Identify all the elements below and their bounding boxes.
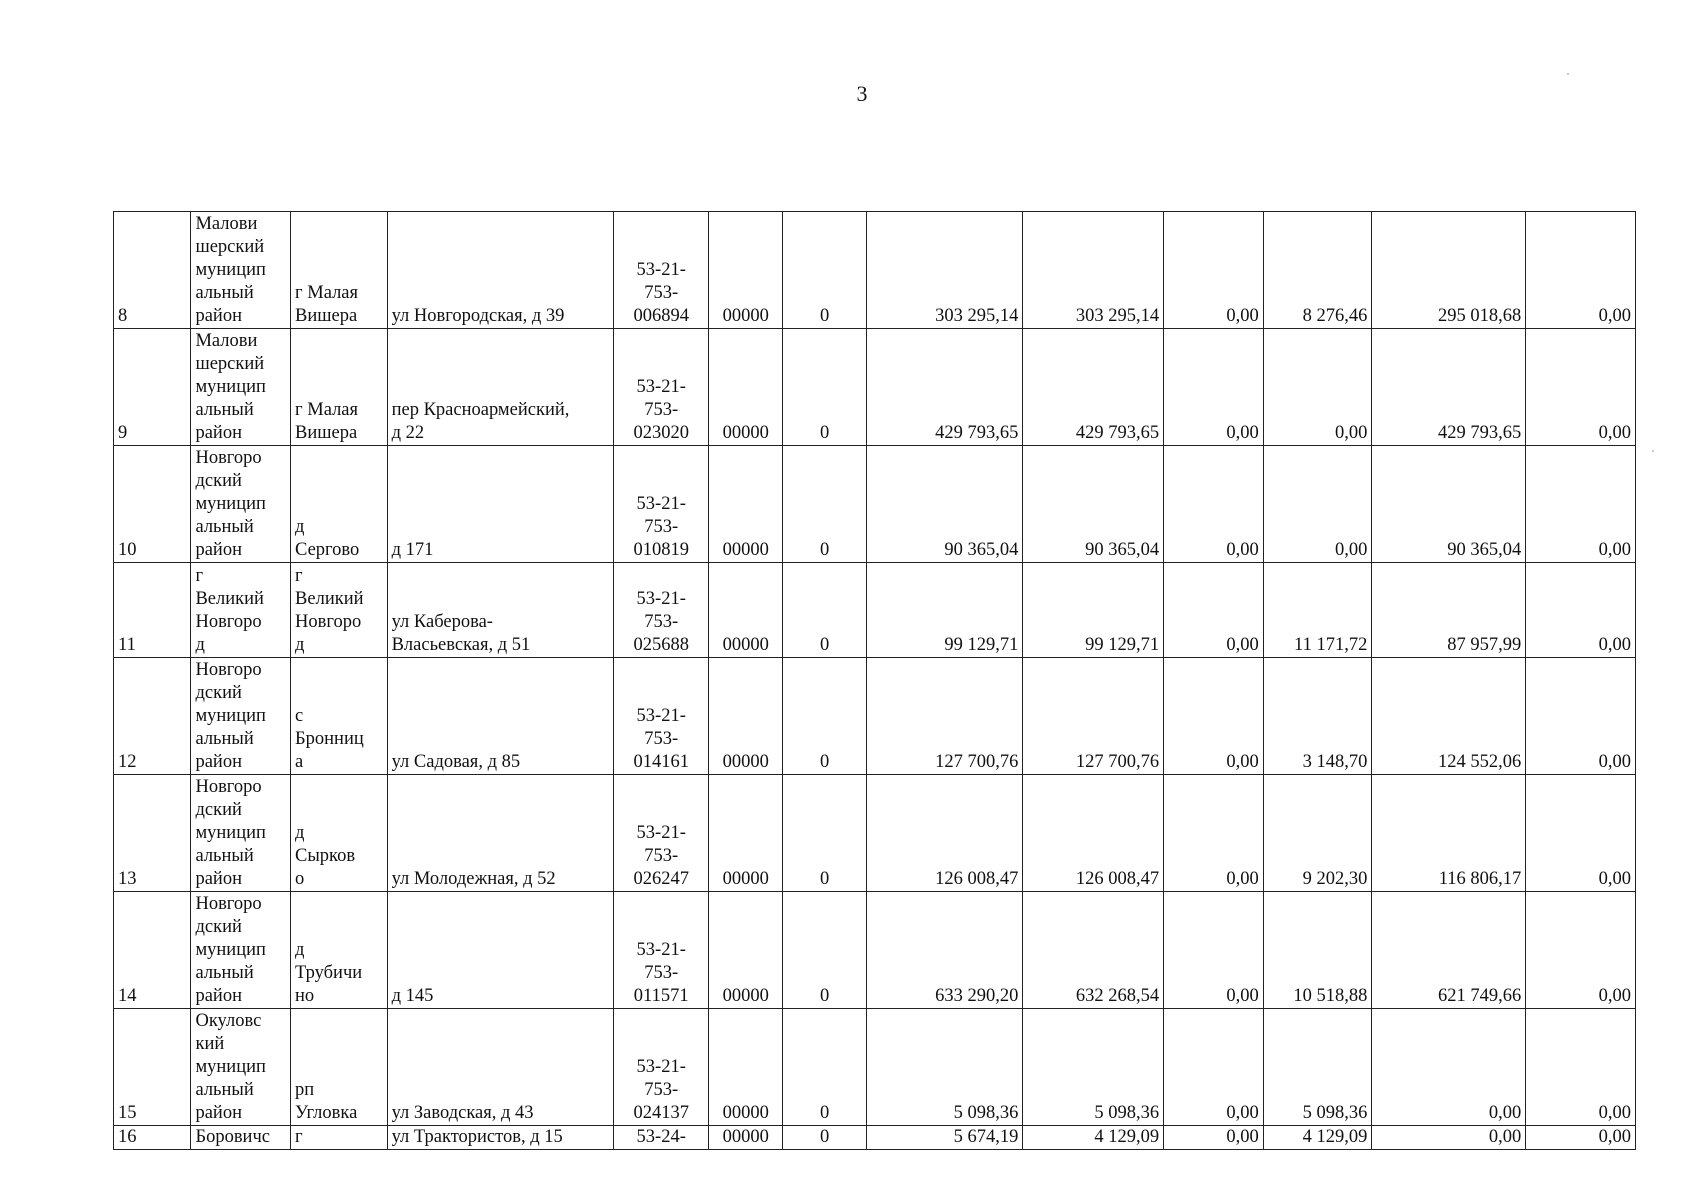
amount-4-cell: 9 202,30 <box>1263 775 1372 892</box>
amount-2-cell: 127 700,76 <box>1023 658 1164 775</box>
amount-3-cell: 0,00 <box>1164 563 1264 658</box>
district-cell: Малови шерский муницип альный район <box>191 212 291 329</box>
address-cell: ул Заводская, д 43 <box>387 1009 613 1126</box>
settlement-cell: рп Угловка <box>291 1009 388 1126</box>
code1-cell: 0 <box>782 563 866 658</box>
code5-cell: 00000 <box>709 329 782 446</box>
row-number: 16 <box>114 1126 191 1150</box>
amount-6-cell: 0,00 <box>1526 775 1636 892</box>
code-cell: 53-21- 753- 011571 <box>613 892 709 1009</box>
address-cell: д 171 <box>387 446 613 563</box>
code1-cell: 0 <box>782 658 866 775</box>
table-row <box>114 1126 1636 1150</box>
amount-2-cell: 303 295,14 <box>1023 212 1164 329</box>
district-cell: Окуловс кий муницип альный район <box>191 1009 291 1126</box>
amount-3-cell: 0,00 <box>1164 329 1264 446</box>
page-number: 3 <box>856 81 868 106</box>
code1-cell: 0 <box>782 775 866 892</box>
amount-4-cell: 8 276,46 <box>1263 212 1372 329</box>
amount-5-cell: 90 365,04 <box>1372 446 1526 563</box>
amount-3-cell: 0,00 <box>1164 1009 1264 1126</box>
code5-cell: 00000 <box>709 892 782 1009</box>
amount-4-cell: 3 148,70 <box>1263 658 1372 775</box>
amount-total-cell: 90 365,04 <box>867 446 1023 563</box>
code5-cell: 00000 <box>709 1009 782 1126</box>
district-cell: Боровичс <box>191 1126 291 1150</box>
amount-6-cell: 0,00 <box>1526 1009 1636 1126</box>
amount-3-cell: 0,00 <box>1164 1126 1264 1150</box>
settlement-cell: г Малая Вишера <box>291 212 388 329</box>
amount-6-cell: 0,00 <box>1526 446 1636 563</box>
row-number: 8 <box>114 212 191 329</box>
code1-cell: 0 <box>782 1126 866 1150</box>
row-number: 14 <box>114 892 191 1009</box>
amount-5-cell: 0,00 <box>1372 1009 1526 1126</box>
row-number: 11 <box>114 563 191 658</box>
table-row <box>114 212 1636 329</box>
amount-3-cell: 0,00 <box>1164 658 1264 775</box>
amount-6-cell: 0,00 <box>1526 212 1636 329</box>
code-cell: 53-21- 753- 010819 <box>613 446 709 563</box>
code-cell: 53-21- 753- 023020 <box>613 329 709 446</box>
amount-5-cell: 295 018,68 <box>1372 212 1526 329</box>
code5-cell: 00000 <box>709 446 782 563</box>
code5-cell: 00000 <box>709 1126 782 1150</box>
amount-total-cell: 127 700,76 <box>867 658 1023 775</box>
amount-2-cell: 4 129,09 <box>1023 1126 1164 1150</box>
amount-3-cell: 0,00 <box>1164 212 1264 329</box>
settlement-cell: д Трубичи но <box>291 892 388 1009</box>
amount-2-cell: 90 365,04 <box>1023 446 1164 563</box>
amount-total-cell: 633 290,20 <box>867 892 1023 1009</box>
amount-4-cell: 11 171,72 <box>1263 563 1372 658</box>
code1-cell: 0 <box>782 446 866 563</box>
amount-2-cell: 99 129,71 <box>1023 563 1164 658</box>
amount-2-cell: 126 008,47 <box>1023 775 1164 892</box>
table-row <box>114 775 1636 892</box>
address-cell: ул Новгородская, д 39 <box>387 212 613 329</box>
amount-5-cell: 124 552,06 <box>1372 658 1526 775</box>
address-cell: ул Трактористов, д 15 <box>387 1126 613 1150</box>
table-row <box>114 892 1636 1009</box>
row-number: 9 <box>114 329 191 446</box>
amount-5-cell: 429 793,65 <box>1372 329 1526 446</box>
table-row <box>114 563 1636 658</box>
code1-cell: 0 <box>782 329 866 446</box>
register-table <box>113 211 1636 1150</box>
district-cell: Новгоро дский муницип альный район <box>191 446 291 563</box>
amount-5-cell: 87 957,99 <box>1372 563 1526 658</box>
settlement-cell: д Сырков о <box>291 775 388 892</box>
address-cell: ул Садовая, д 85 <box>387 658 613 775</box>
amount-total-cell: 429 793,65 <box>867 329 1023 446</box>
code5-cell: 00000 <box>709 212 782 329</box>
amount-2-cell: 632 268,54 <box>1023 892 1164 1009</box>
district-cell: Новгоро дский муницип альный район <box>191 775 291 892</box>
row-number: 12 <box>114 658 191 775</box>
code-cell: 53-21- 753- 025688 <box>613 563 709 658</box>
table-row <box>114 446 1636 563</box>
amount-4-cell: 5 098,36 <box>1263 1009 1372 1126</box>
row-number: 15 <box>114 1009 191 1126</box>
amount-2-cell: 429 793,65 <box>1023 329 1164 446</box>
amount-3-cell: 0,00 <box>1164 892 1264 1009</box>
amount-6-cell: 0,00 <box>1526 658 1636 775</box>
district-cell: Малови шерский муницип альный район <box>191 329 291 446</box>
settlement-cell: с Бронниц а <box>291 658 388 775</box>
settlement-cell: г <box>291 1126 388 1150</box>
amount-total-cell: 303 295,14 <box>867 212 1023 329</box>
table-row <box>114 658 1636 775</box>
address-cell: д 145 <box>387 892 613 1009</box>
code-cell: 53-21- 753- 014161 <box>613 658 709 775</box>
district-cell: Новгоро дский муницип альный район <box>191 892 291 1009</box>
settlement-cell: д Сергово <box>291 446 388 563</box>
amount-total-cell: 126 008,47 <box>867 775 1023 892</box>
code5-cell: 00000 <box>709 563 782 658</box>
address-cell: ул Молодежная, д 52 <box>387 775 613 892</box>
amount-4-cell: 0,00 <box>1263 446 1372 563</box>
district-cell: Новгоро дский муницип альный район <box>191 658 291 775</box>
amount-4-cell: 0,00 <box>1263 329 1372 446</box>
row-number: 10 <box>114 446 191 563</box>
code1-cell: 0 <box>782 212 866 329</box>
code-cell: 53-21- 753- 026247 <box>613 775 709 892</box>
amount-5-cell: 116 806,17 <box>1372 775 1526 892</box>
amount-6-cell: 0,00 <box>1526 1126 1636 1150</box>
amount-5-cell: 0,00 <box>1372 1126 1526 1150</box>
code1-cell: 0 <box>782 892 866 1009</box>
table-row <box>114 329 1636 446</box>
address-cell: ул Каберова- Власьевская, д 51 <box>387 563 613 658</box>
row-number: 13 <box>114 775 191 892</box>
amount-6-cell: 0,00 <box>1526 892 1636 1009</box>
amount-3-cell: 0,00 <box>1164 775 1264 892</box>
code5-cell: 00000 <box>709 658 782 775</box>
code5-cell: 00000 <box>709 775 782 892</box>
amount-2-cell: 5 098,36 <box>1023 1009 1164 1126</box>
code1-cell: 0 <box>782 1009 866 1126</box>
amount-4-cell: 4 129,09 <box>1263 1126 1372 1150</box>
code-cell: 53-24- <box>613 1126 709 1150</box>
code-cell: 53-21- 753- 006894 <box>613 212 709 329</box>
amount-3-cell: 0,00 <box>1164 446 1264 563</box>
address-cell: пер Красноармейский, д 22 <box>387 329 613 446</box>
scan-speck <box>1652 450 1654 452</box>
amount-6-cell: 0,00 <box>1526 329 1636 446</box>
amount-4-cell: 10 518,88 <box>1263 892 1372 1009</box>
settlement-cell: г Малая Вишера <box>291 329 388 446</box>
code-cell: 53-21- 753- 024137 <box>613 1009 709 1126</box>
table-row <box>114 1009 1636 1126</box>
amount-total-cell: 5 098,36 <box>867 1009 1023 1126</box>
amount-5-cell: 621 749,66 <box>1372 892 1526 1009</box>
settlement-cell: г Великий Новгоро д <box>291 563 388 658</box>
amount-total-cell: 5 674,19 <box>867 1126 1023 1150</box>
amount-total-cell: 99 129,71 <box>867 563 1023 658</box>
amount-6-cell: 0,00 <box>1526 563 1636 658</box>
scan-speck <box>1567 73 1569 75</box>
district-cell: г Великий Новгоро д <box>191 563 291 658</box>
